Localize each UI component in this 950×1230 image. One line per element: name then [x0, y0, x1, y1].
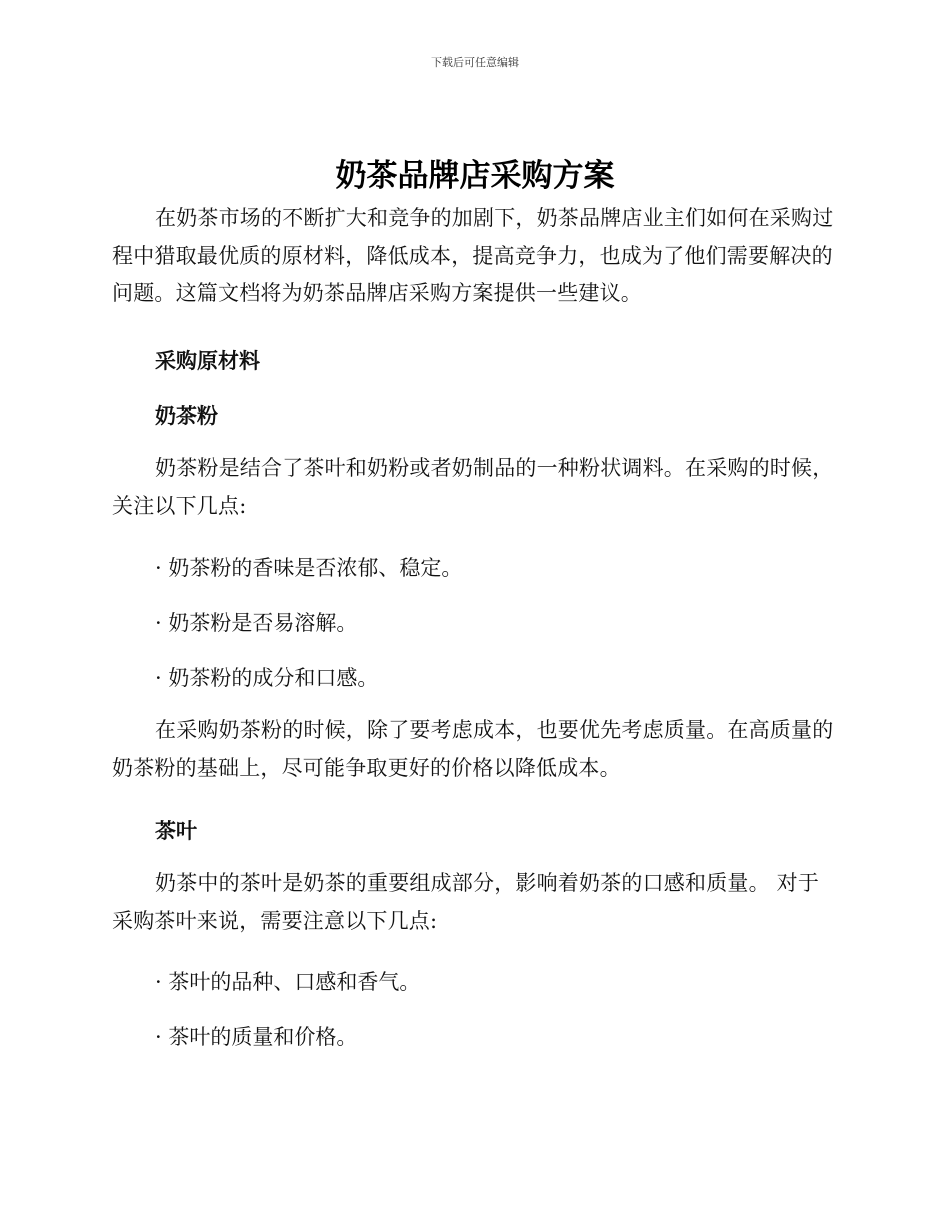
subheading-tea-leaves: 茶叶 [155, 819, 197, 843]
milk-tea-powder-description: 奶茶粉是结合了茶叶和奶粉或者奶制品的一种粉状调料。在采购的时候，关注以下几点: [112, 456, 834, 518]
subheading-milk-tea-powder: 奶茶粉 [155, 404, 218, 428]
section-heading-raw-materials: 采购原材料 [155, 349, 260, 373]
list-item: · 茶叶的品种、口感和香气。 [155, 970, 421, 994]
header-note: 下载后可任意编辑 [431, 56, 519, 69]
list-item: · 奶茶粉是否易溶解。 [155, 611, 358, 635]
list-item: · 茶叶的质量和价格。 [155, 1025, 358, 1049]
milk-tea-powder-conclusion: 在采购奶茶粉的时候，除了要考虑成本，也要优先考虑质量。在高质量的奶茶粉的基础上，尽可能争取更好的价格以降低成本。 [112, 718, 834, 780]
document-title: 奶茶品牌店采购方案 [335, 158, 615, 194]
tea-leaves-description: 奶茶中的茶叶是奶茶的重要组成部分，影响着奶茶的口感和质量。 对于采购茶叶来说，需要注意以下几点: [112, 871, 820, 933]
intro-paragraph: 在奶茶市场的不断扩大和竞争的加剧下，奶茶品牌店业主们如何在采购过程中猎取最优质的原材料，降低成本，提高竞争力，也成为了他们需要解决的问题。这篇文档将为奶茶品牌店采购方案提供一些建议。 [112, 206, 834, 305]
list-item: · 奶茶粉的香味是否浓郁、稳定。 [155, 556, 463, 580]
list-item: · 奶茶粉的成分和口感。 [155, 666, 379, 690]
